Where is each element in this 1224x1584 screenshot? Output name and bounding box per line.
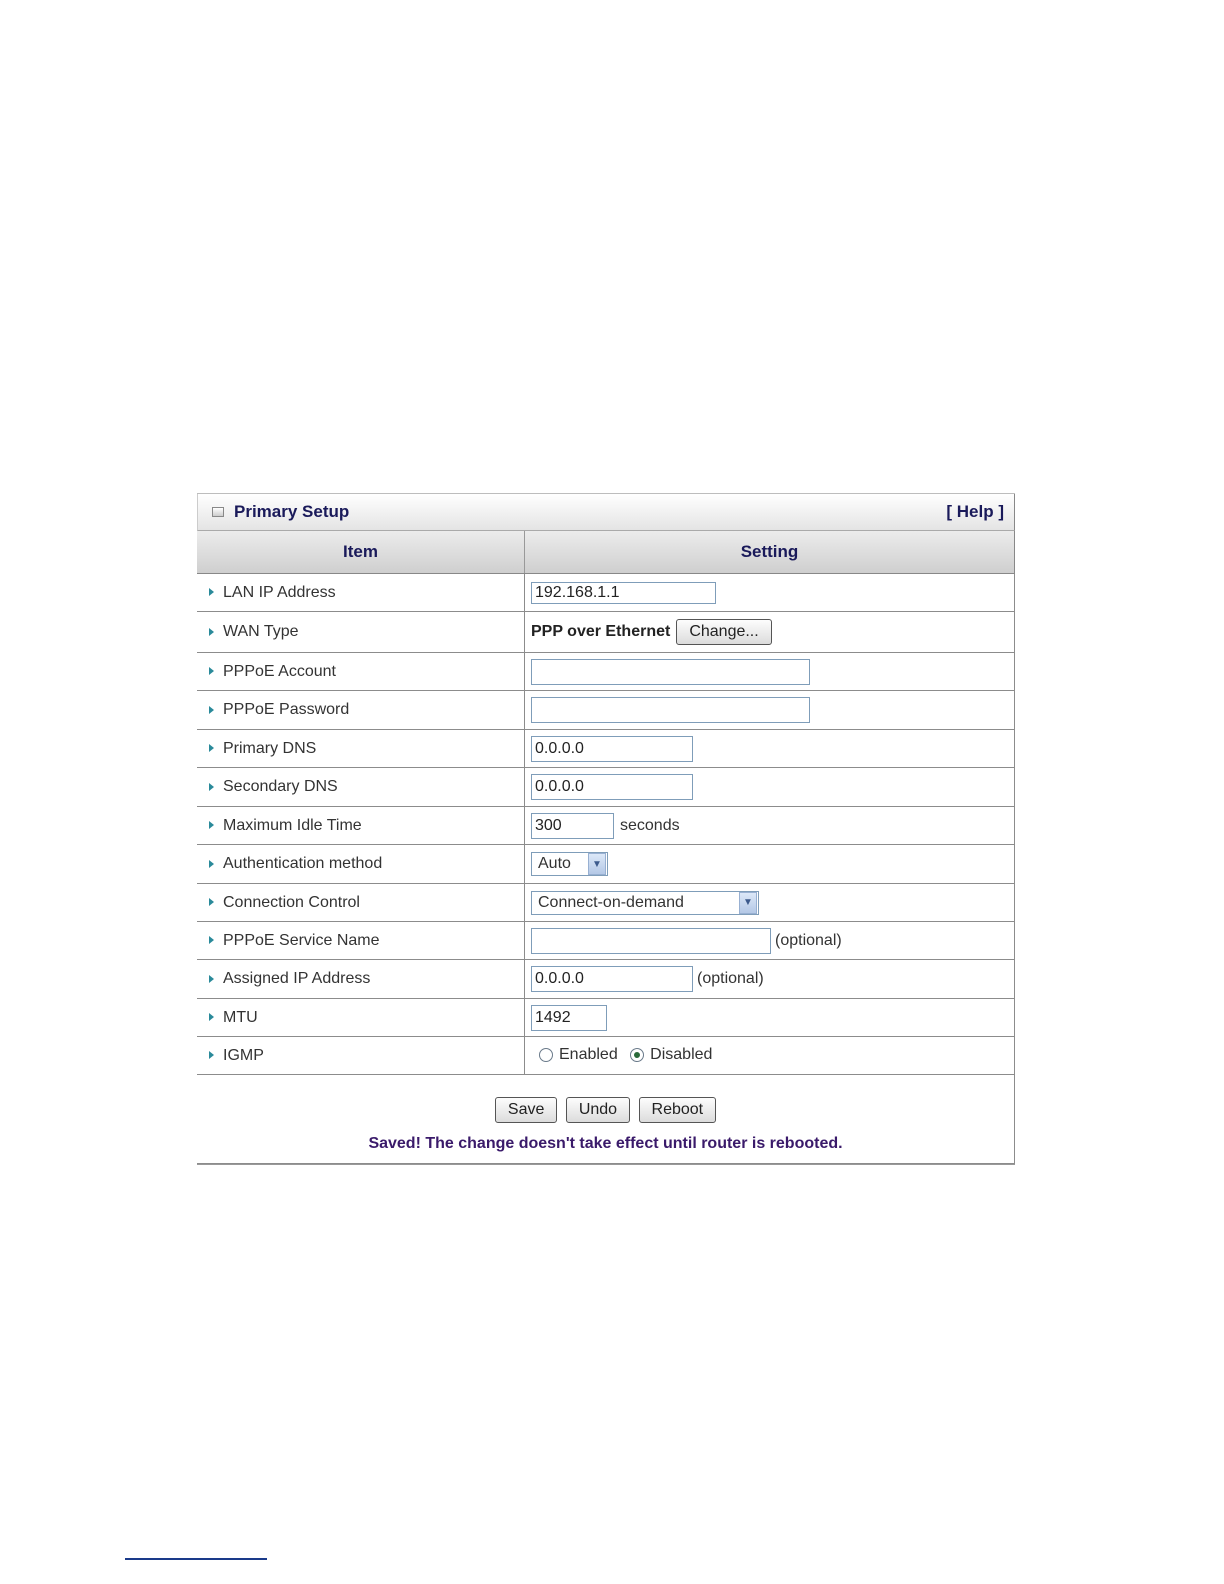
row-label-wan-type: WAN Type (223, 623, 299, 640)
table-row (197, 884, 1015, 922)
table-row (197, 960, 1015, 999)
footer-rule (125, 1558, 267, 1560)
table-row (197, 653, 1015, 691)
column-header-item: Item (197, 531, 525, 574)
row-arrow-icon (209, 783, 214, 791)
row-arrow-icon (209, 1051, 214, 1059)
row-label-service-name: PPPoE Service Name (223, 931, 380, 949)
lan-ip-input[interactable] (531, 582, 716, 604)
pppoe-password-input[interactable] (531, 697, 810, 723)
pppoe-account-input[interactable] (531, 659, 810, 685)
idle-time-input[interactable] (531, 813, 614, 839)
row-arrow-icon (209, 936, 214, 944)
connection-control-value: Connect-on-demand (538, 893, 684, 911)
row-label-primary-dns: Primary DNS (223, 739, 317, 757)
igmp-enabled-radio[interactable] (539, 1048, 553, 1062)
dropdown-arrow-icon: ▼ (739, 892, 757, 914)
row-arrow-icon (209, 1013, 214, 1021)
auth-method-select[interactable] (531, 852, 608, 876)
service-name-input[interactable] (531, 928, 771, 954)
row-label-auth-method: Authentication method (223, 855, 383, 872)
row-arrow-icon (209, 975, 214, 983)
service-name-note: (optional) (775, 931, 842, 949)
row-arrow-icon (209, 706, 214, 714)
table-row (197, 574, 1015, 612)
wan-type-value: PPP over Ethernet (531, 623, 671, 640)
assigned-ip-input[interactable] (531, 966, 693, 992)
table-row (197, 807, 1015, 845)
igmp-disabled-radio[interactable] (630, 1048, 644, 1062)
footer-row (197, 1075, 1015, 1164)
settings-table (197, 531, 1015, 1164)
reboot-button[interactable]: Reboot (639, 1097, 717, 1123)
table-row (197, 768, 1015, 807)
undo-button[interactable]: Undo (566, 1097, 630, 1123)
row-label-connection-control: Connection Control (223, 893, 360, 911)
dropdown-arrow-icon: ▼ (588, 853, 606, 875)
panel-titlebar (197, 494, 1015, 531)
row-arrow-icon (209, 821, 214, 829)
mtu-input[interactable] (531, 1005, 607, 1031)
primary-setup-panel (197, 493, 1015, 1165)
primary-dns-input[interactable] (531, 736, 693, 762)
secondary-dns-input[interactable] (531, 774, 693, 800)
row-label-lan-ip: LAN IP Address (223, 583, 336, 601)
row-arrow-icon (209, 628, 214, 636)
row-label-secondary-dns: Secondary DNS (223, 778, 338, 795)
row-label-assigned-ip: Assigned IP Address (223, 970, 371, 987)
table-row (197, 612, 1015, 653)
auth-method-value: Auto (538, 855, 571, 872)
row-arrow-icon (209, 860, 214, 868)
row-arrow-icon (209, 898, 214, 906)
save-button[interactable]: Save (495, 1097, 557, 1123)
table-row (197, 1037, 1015, 1075)
igmp-disabled-label: Disabled (650, 1046, 713, 1064)
window-icon (212, 507, 224, 517)
table-row (197, 691, 1015, 730)
help-link[interactable]: [ Help ] (946, 502, 1004, 521)
row-label-pppoe-password: PPPoE Password (223, 701, 350, 718)
row-label-idle-time: Maximum Idle Time (223, 816, 362, 834)
table-row (197, 845, 1015, 884)
column-header-setting: Setting (525, 531, 1015, 574)
row-arrow-icon (209, 744, 214, 752)
panel-title: Primary Setup (234, 502, 350, 521)
status-message: Saved! The change doesn't take effect until router is rebooted. (368, 1135, 843, 1152)
row-arrow-icon (209, 667, 214, 675)
row-label-pppoe-account: PPPoE Account (223, 662, 336, 680)
table-row (197, 922, 1015, 960)
row-label-igmp: IGMP (223, 1046, 264, 1064)
row-label-mtu: MTU (223, 1008, 258, 1026)
assigned-ip-note: (optional) (697, 970, 764, 987)
igmp-enabled-label: Enabled (559, 1046, 618, 1064)
table-row (197, 999, 1015, 1037)
change-wan-button[interactable]: Change... (676, 619, 771, 645)
connection-control-select[interactable] (531, 891, 759, 915)
idle-time-unit: seconds (620, 816, 680, 834)
row-arrow-icon (209, 588, 214, 596)
table-row (197, 730, 1015, 768)
